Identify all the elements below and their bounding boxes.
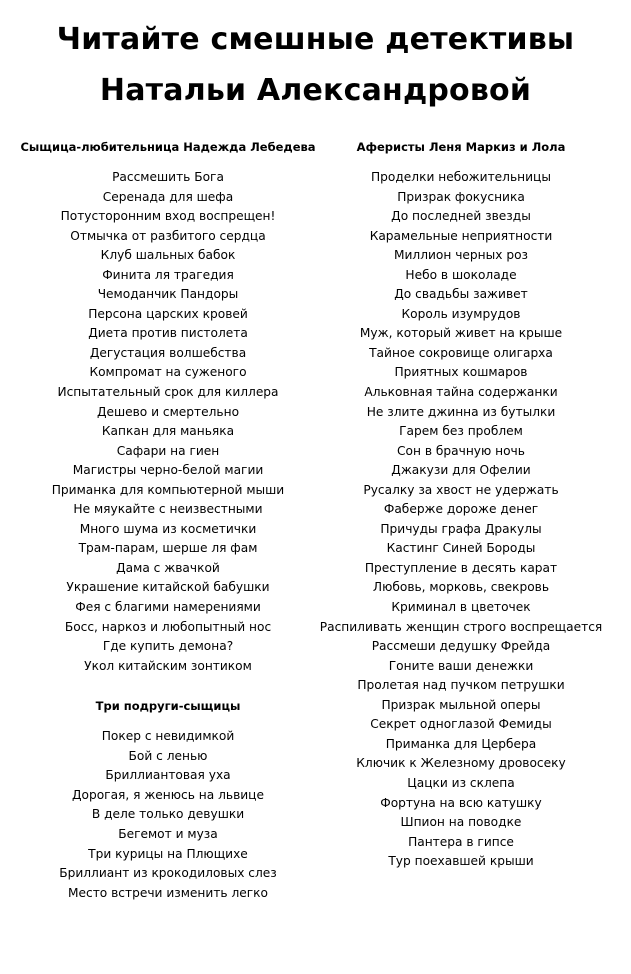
book-title: Распиливать женщин строго воспрещается [319,619,603,634]
book-title: Тайное сокровище олигарха [369,345,553,360]
book-title: Шпион на поводке [400,815,522,830]
book-list-markiz-and-lola [310,168,612,872]
book-title: Серенада для шефа [102,189,234,204]
book-title: Гоните ваши денежки [388,658,534,673]
book-title: Преступление в десять карат [364,560,558,575]
book-title: Рассмеши дедушку Фрейда [371,639,551,654]
book-title: Кастинг Синей Бороды [386,541,536,556]
left-column [18,138,318,903]
book-title: Бой с ленью [128,748,208,763]
book-title: Клуб шальных бабок [100,248,236,263]
book-title: Укол китайским зонтиком [84,658,252,673]
book-title: Русалку за хвост не удержать [363,482,559,497]
book-title: Муж, который живет на крыше [359,326,563,341]
book-title: Бриллиант из крокодиловых слез [59,866,277,881]
book-title: Персона царских кровей [88,306,248,321]
book-title: Призрак мыльной оперы [381,697,541,712]
right-column [310,138,612,872]
book-title: Фаберже дороже денег [383,502,539,517]
book-title: Испытательный срок для киллера [57,385,279,400]
book-title: Тур поехавшей крыши [388,854,534,869]
book-title: Где купить демона? [102,639,234,654]
book-title: Финита ля трагедия [102,267,234,282]
book-title: Дорогая, я женюсь на львице [72,787,264,802]
section-heading-three-friends: Три подруги-сыщицы [95,699,241,714]
book-title: Покер с невидимкой [101,729,235,744]
book-title: Ключик к Железному дровосеку [356,756,566,771]
book-title: Сафари на гиен [116,443,220,458]
book-title: Любовь, морковь, свекровь [372,580,550,595]
book-title: Диета против пистолета [88,326,248,341]
book-list-nadezhda-lebedeva [18,168,318,676]
book-title: Проделки небожительницы [371,170,551,184]
section-heading-nadezhda-lebedeva: Сыщица-любительница Надежда Лебедева [20,140,316,154]
book-title: Криминал в цветочек [391,600,531,615]
book-title: Магистры черно-белой магии [72,463,264,478]
book-title: Дешево и смертельно [96,404,240,419]
page-title-line-2: Натальи Александровой [99,73,532,108]
book-list-three-friends [18,727,318,903]
book-title: До последней звезды [391,209,531,224]
book-title: Босс, наркоз и любопытный нос [64,619,272,634]
book-title: Приманка для Цербера [385,736,537,751]
page-title-line-1: Читайте смешные детективы [56,22,575,57]
book-title: Дегустация волшебства [89,345,247,360]
book-title: Миллион черных роз [393,248,529,263]
book-title: Причуды графа Дракулы [380,521,542,536]
book-title: В деле только девушки [91,807,245,822]
book-title: Король изумрудов [401,306,521,321]
book-title: Приманка для компьютерной мыши [51,482,285,497]
book-title: Призрак фокусника [397,189,525,204]
book-title: Фортуна на всю катушку [380,795,542,810]
book-title: Отмычка от разбитого сердца [70,228,266,243]
book-title: Бриллиантовая уха [105,768,231,783]
book-title: Альковная тайна содержанки [364,385,558,400]
book-title: Фея с благими намерениями [75,600,261,615]
book-title: Дама с жвачкой [116,560,220,575]
book-title: До свадьбы заживет [394,287,528,302]
book-title: Цацки из склепа [407,775,515,790]
book-title: Не злите джинна из бутылки [366,404,556,419]
book-title: Пантера в гипсе [408,834,514,849]
book-title: Место встречи изменить легко [67,885,268,900]
book-title: Не мяукайте с неизвестными [73,502,263,517]
book-title: Трам-парам, шерше ля фам [78,541,258,556]
book-title: Украшение китайской бабушки [66,580,270,595]
book-title: Капкан для маньяка [101,424,235,439]
book-title: Компромат на суженого [89,365,247,380]
book-title: Три курицы на Плющихе [88,846,248,861]
book-title: Много шума из косметички [79,521,257,536]
book-title: Карамельные неприятности [369,228,553,243]
book-title: Приятных кошмаров [394,365,528,380]
book-title: Рассмешить Бога [112,170,224,184]
book-title: Джакузи для Офелии [391,463,531,478]
book-title: Чемоданчик Пандоры [97,287,239,302]
book-title: Потусторонним вход воспрещен! [60,209,276,224]
section-heading-markiz-and-lola: Аферисты Леня Маркиз и Лола [356,140,566,154]
book-title: Секрет одноглазой Фемиды [370,717,552,732]
book-title: Сон в брачную ночь [397,443,525,458]
book-title: Небо в шоколаде [405,267,517,282]
book-title: Пролетая над пучком петрушки [357,678,565,693]
book-title: Бегемот и муза [118,826,218,841]
book-title: Гарем без проблем [399,424,523,439]
